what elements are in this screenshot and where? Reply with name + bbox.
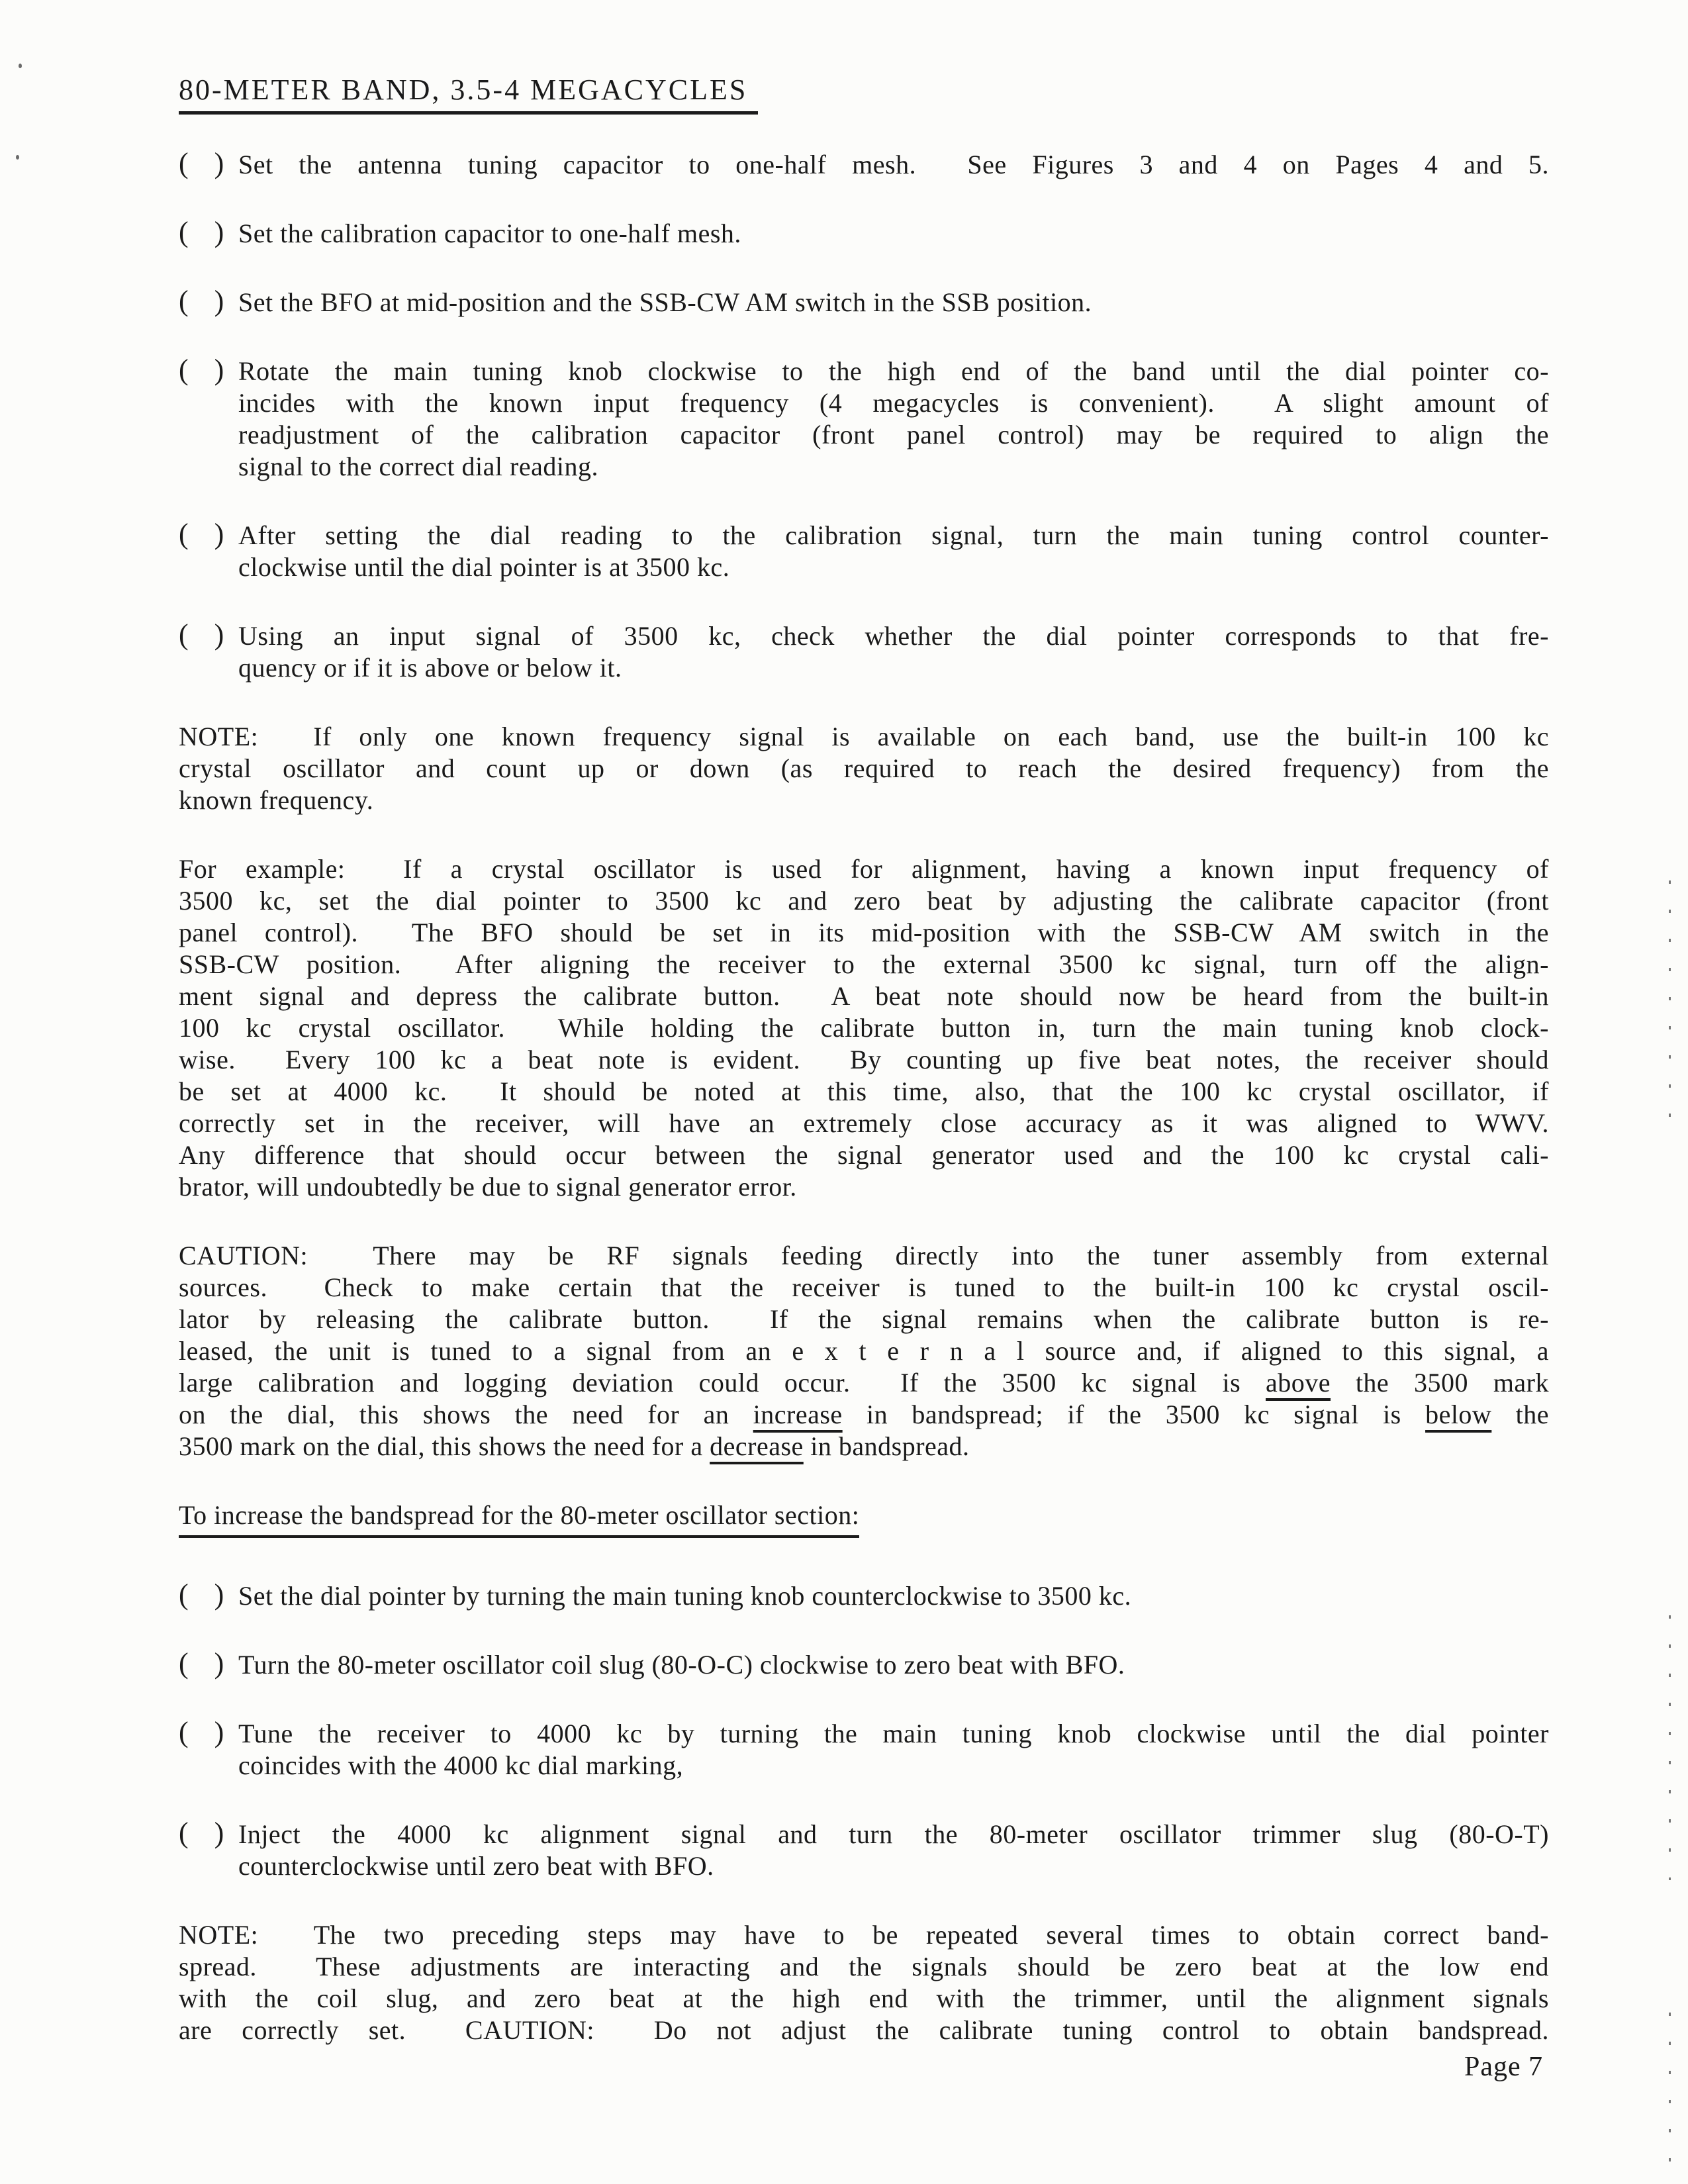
text-line: 3500 kc, set the dial pointer to 3500 kc and zero beat by adjusting the calibrate capacitor (front <box>179 886 1549 916</box>
checkbox-marker: ( ) <box>179 618 234 651</box>
note-paragraph <box>179 721 1549 816</box>
checkbox-marker: ( ) <box>179 147 234 179</box>
text-line: 100 kc crystal oscillator. While holding the calibrate button in, turn the main tuning knob clock- <box>179 1013 1549 1043</box>
text-line: brator, will undoubtedly be due to signal generator error. <box>179 1172 797 1202</box>
scan-artifact <box>19 64 22 68</box>
text-line: ment signal and depress the calibrate button. A beat note should now be heard from the built-in <box>179 981 1549 1011</box>
checklist-step-set-dial-pointer <box>179 1580 1549 1612</box>
scan-artifact <box>1669 1615 1671 1880</box>
caution-paragraph <box>179 1240 1549 1462</box>
text-line: spread. These adjustments are interacting and the signals should be zero beat at the low end <box>179 1952 1549 1981</box>
text-line: SSB-CW position. After aligning the receiver to the external 3500 kc signal, turn off the align- <box>179 949 1549 979</box>
step-line: Using an input signal of 3500 kc, check whether the dial pointer corresponds to that fre- <box>238 621 1549 651</box>
checklist-step-calibration-capacitor <box>179 218 1549 250</box>
underlined-word-increase: increase <box>753 1400 843 1429</box>
text-segment: on the dial, this shows the need for an <box>179 1400 753 1429</box>
text-line: For example: If a crystal oscillator is used for alignment, having a known input frequency of <box>179 854 1549 884</box>
checklist-step-tune-4000kc <box>179 1718 1549 1781</box>
step-line: Inject the 4000 kc alignment signal and turn the 80-meter oscillator trimmer slug (80-O-T) <box>238 1819 1549 1849</box>
scan-artifact <box>16 155 19 160</box>
step-line: Set the dial pointer by turning the main tuning knob counterclockwise to 3500 kc. <box>238 1581 1132 1611</box>
underlined-word-above: above <box>1265 1368 1331 1398</box>
text-segment: the <box>1491 1400 1549 1429</box>
checklist-step-dial-reading <box>179 520 1549 583</box>
step-line: counterclockwise until zero beat with BFO. <box>238 1851 714 1881</box>
text-line: crystal oscillator and count up or down (as required to reach the desired frequency) from the <box>179 753 1549 783</box>
step-line: Turn the 80-meter oscillator coil slug (80-O-C) clockwise to zero beat with BFO. <box>238 1650 1125 1680</box>
underlined-word-below: below <box>1425 1400 1492 1429</box>
checkbox-marker: ( ) <box>179 285 234 317</box>
example-paragraph <box>179 853 1549 1203</box>
text-segment: in bandspread; if the 3500 kc signal is <box>842 1400 1426 1429</box>
scan-artifact <box>1669 880 1671 1132</box>
page-content <box>179 74 1549 2083</box>
text-line <box>179 1431 1549 1462</box>
step-line: Set the calibration capacitor to one-half mesh. <box>238 218 741 248</box>
text-line: with the coil slug, and zero beat at the high end with the trimmer, until the alignment signals <box>179 1983 1549 2013</box>
text-line: correctly set in the receiver, will have an extremely close accuracy as it was aligned to WWV. <box>179 1108 1549 1138</box>
text-line: sources. Check to make certain that the receiver is tuned to the built-in 100 kc crystal oscil- <box>179 1272 1549 1302</box>
checklist-step-input-signal-check <box>179 620 1549 684</box>
text-line: NOTE: If only one known frequency signal is available on each band, use the built-in 100 kc <box>179 722 1549 751</box>
step-line: incides with the known input frequency (4 megacycles is convenient). A slight amount of <box>238 388 1549 418</box>
text-segment: in bandspread. <box>803 1431 970 1461</box>
step-line: Set the BFO at mid-position and the SSB-CW AM switch in the SSB position. <box>238 287 1092 317</box>
checklist-step-bfo-position <box>179 287 1549 318</box>
scan-artifact <box>1669 2013 1671 2178</box>
checklist-step-antenna-capacitor <box>179 149 1549 181</box>
text-line: Any difference that should occur between the signal generator used and the 100 kc crystal cali- <box>179 1140 1549 1170</box>
step-line: After setting the dial reading to the calibration signal, turn the main tuning control counter- <box>238 520 1549 550</box>
text-line: panel control). The BFO should be set in its mid-position with the SSB-CW AM switch in the <box>179 918 1549 947</box>
text-line: leased, the unit is tuned to a signal from an e x t e r n a l source and, if aligned to this signal, a <box>179 1336 1549 1366</box>
note-paragraph-final <box>179 1919 1549 2046</box>
checkbox-marker: ( ) <box>179 1716 234 1748</box>
text-line <box>179 1367 1549 1399</box>
underlined-word-decrease: decrease <box>710 1431 804 1461</box>
text-line <box>179 1399 1549 1431</box>
text-segment: the 3500 mark <box>1331 1368 1550 1398</box>
page-number: Page 7 <box>1464 2052 1544 2082</box>
checkbox-marker: ( ) <box>179 1647 234 1680</box>
text-line: wise. Every 100 kc a beat note is evident. By counting up five beat notes, the receiver should <box>179 1045 1549 1074</box>
step-line: clockwise until the dial pointer is at 3500 kc. <box>238 552 730 582</box>
checklist-step-rotate-tuning-knob <box>179 356 1549 483</box>
section-heading-text: To increase the bandspread for the 80-meter oscillator section: <box>179 1499 859 1538</box>
checkbox-marker: ( ) <box>179 1578 234 1611</box>
step-line: quency or if it is above or below it. <box>238 653 622 683</box>
step-line: signal to the correct dial reading. <box>238 451 598 481</box>
text-line: are correctly set. CAUTION: Do not adjust the calibrate tuning control to obtain bandspread. <box>179 2015 1549 2045</box>
checklist-step-coil-slug <box>179 1649 1549 1681</box>
text-line: CAUTION: There may be RF signals feeding directly into the tuner assembly from external <box>179 1241 1549 1270</box>
step-line: Tune the receiver to 4000 kc by turning the main tuning knob clockwise until the dial pointer <box>238 1719 1549 1748</box>
text-segment: large calibration and logging deviation could occur. If the 3500 kc signal is <box>179 1368 1266 1398</box>
page-title <box>179 74 1549 115</box>
checkbox-marker: ( ) <box>179 518 234 550</box>
checkbox-marker: ( ) <box>179 1817 234 1849</box>
step-line: coincides with the 4000 kc dial marking, <box>238 1750 684 1780</box>
text-line: known frequency. <box>179 785 374 815</box>
section-heading <box>179 1499 1549 1538</box>
checklist-step-inject-alignment-signal <box>179 1819 1549 1882</box>
step-line: Rotate the main tuning knob clockwise to the high end of the band until the dial pointer co- <box>238 356 1549 386</box>
checkbox-marker: ( ) <box>179 354 234 386</box>
text-line: NOTE: The two preceding steps may have to be repeated several times to obtain correct band- <box>179 1920 1549 1950</box>
page-title-text: 80-METER BAND, 3.5-4 MEGACYCLES <box>179 74 758 115</box>
text-line: lator by releasing the calibrate button. If the signal remains when the calibrate button is re- <box>179 1304 1549 1334</box>
step-line: readjustment of the calibration capacitor (front panel control) may be required to align the <box>238 420 1549 450</box>
text-segment: 3500 mark on the dial, this shows the need for a <box>179 1431 710 1461</box>
text-line: be set at 4000 kc. It should be noted at this time, also, that the 100 kc crystal oscillator, if <box>179 1076 1549 1106</box>
checkbox-marker: ( ) <box>179 216 234 248</box>
step-line: Set the antenna tuning capacitor to one-half mesh. See Figures 3 and 4 on Pages 4 and 5. <box>238 150 1549 179</box>
